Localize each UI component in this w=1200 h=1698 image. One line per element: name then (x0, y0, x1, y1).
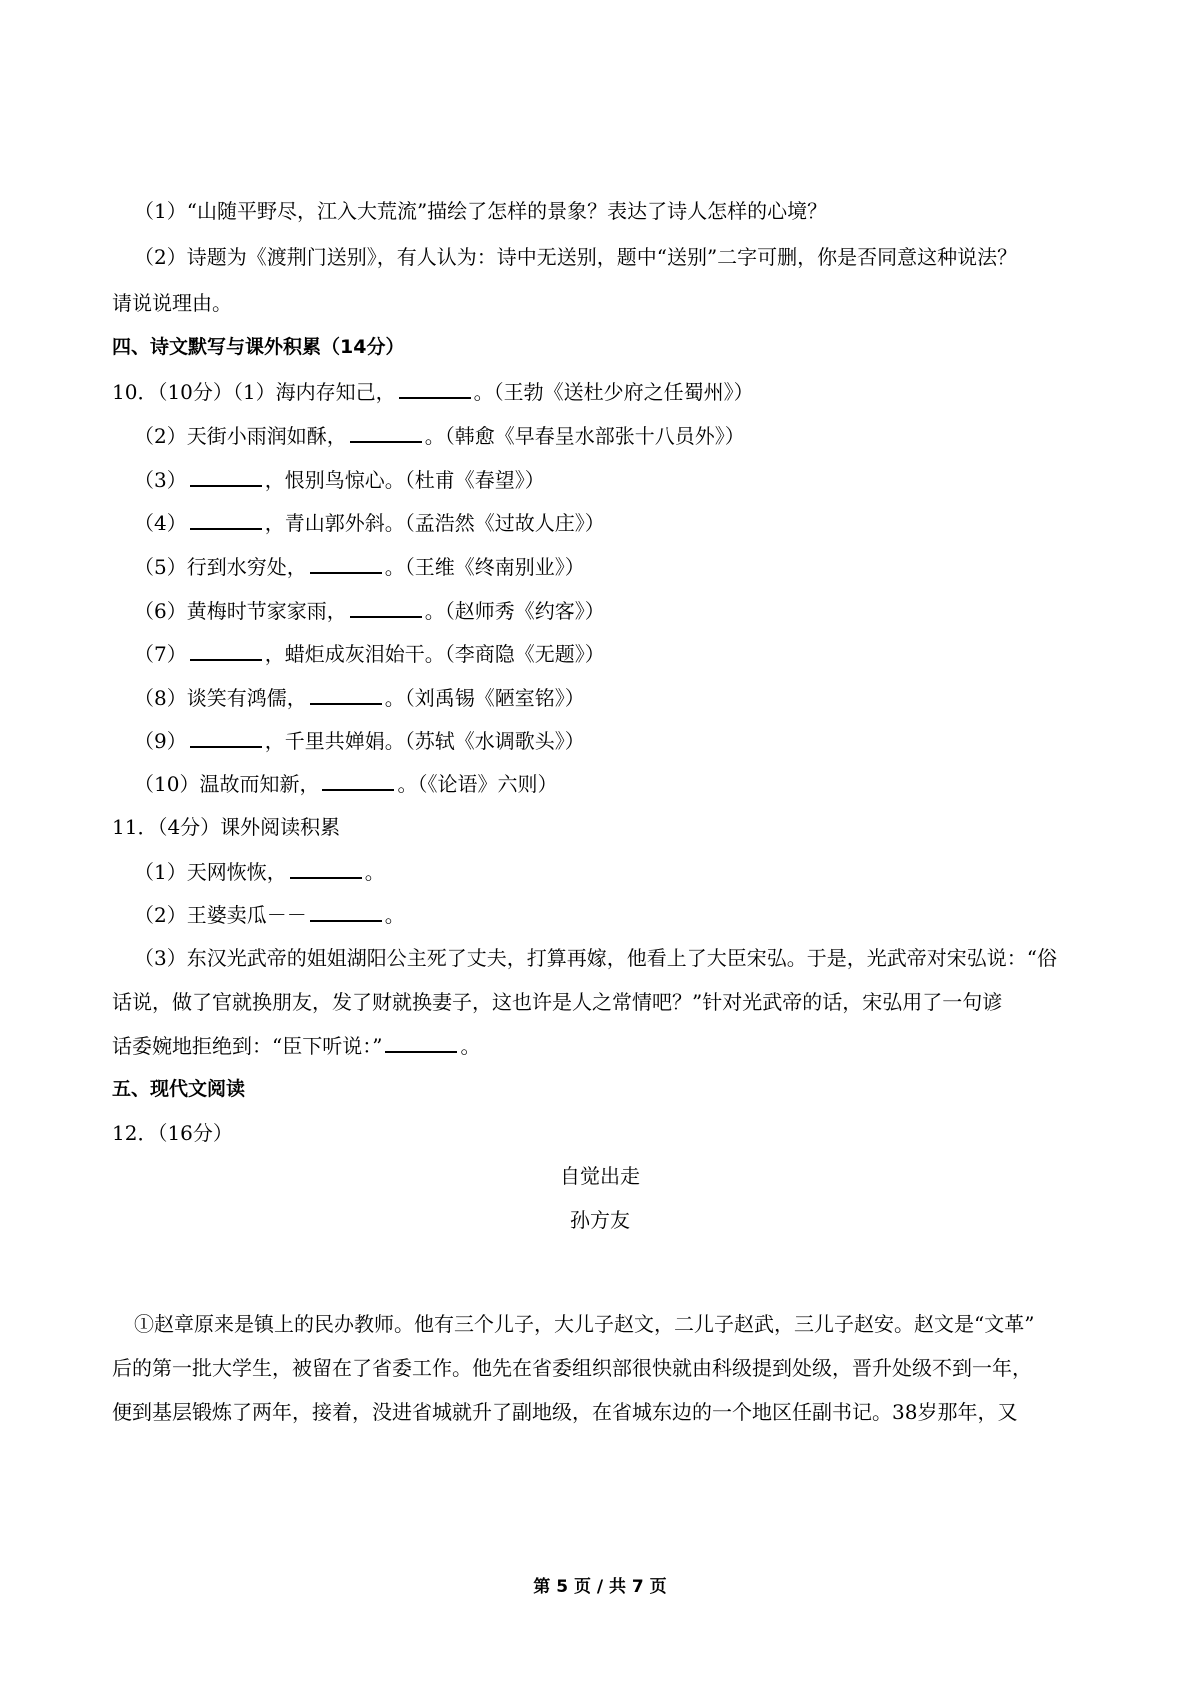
q10-item-8-post: 。（刘禹锡《陋室铭》） (384, 686, 585, 710)
article-title: 自觉出走 (560, 1164, 640, 1188)
q10-item-9-post: ，千里共婵娟。（苏轼《水调歌头》） (264, 729, 585, 753)
q9-sub2-line2: 请说说理由。 (112, 291, 232, 315)
q10-item-10-pre: （10）温故而知新， (134, 772, 320, 796)
answer-blank[interactable] (350, 421, 422, 443)
answer-blank[interactable] (190, 726, 262, 748)
q10-item-5-pre: （5）行到水穷处， (134, 555, 307, 579)
q10-item-7 (134, 639, 605, 668)
q9-sub1: （1）“山随平野尽，江入大荒流”描绘了怎样的景象？表达了诗人怎样的心境？ (134, 199, 828, 223)
q11-sub3-line3 (112, 1031, 480, 1060)
q10-item-8-pre: （8）谈笑有鸿儒， (134, 686, 307, 710)
q11-sub3-line3-pre: 话委婉地拒绝到：“臣下听说：” (112, 1034, 383, 1058)
q12-title: 12．（16分） (112, 1121, 233, 1145)
q10-item-7-post: ，蜡炬成灰泪始干。（李商隐《无题》） (264, 642, 605, 666)
q10-item-9 (134, 726, 585, 755)
q10-item-2-pre: （2）天街小雨润如酥， (134, 424, 347, 448)
q10-item-3-pre: （3） (134, 468, 187, 492)
q11-sub3-line2: 话说，做了官就换朋友，发了财就换妻子，这也许是人之常情吧？”针对光武帝的话，宋弘用了一句谚 (112, 990, 1003, 1014)
section-4-heading: 四、诗文默写与课外积累（14分） (112, 336, 405, 358)
answer-blank[interactable] (322, 769, 394, 791)
q11-sub1-pre: （1）天网恢恢， (134, 860, 287, 884)
q10-item-3-post: ，恨别鸟惊心。（杜甫《春望》） (264, 468, 545, 492)
section-5-heading: 五、现代文阅读 (112, 1078, 246, 1100)
article-para1-line2: 后的第一批大学生，被留在了省委工作。他先在省委组织部很快就由科级提到处级，晋升处级不到一年， (112, 1356, 1032, 1380)
q11-sub1 (134, 857, 385, 886)
q11-sub2-pre: （2）王婆卖瓜－－ (134, 903, 307, 927)
article-author: 孙方友 (570, 1208, 630, 1232)
answer-blank[interactable] (310, 552, 382, 574)
q10-item-5-post: 。（王维《终南别业》） (384, 555, 585, 579)
q10-item-10-post: 。（《论语》六则） (397, 772, 558, 796)
q10-item-4-post: ，青山郭外斜。（孟浩然《过故人庄》） (264, 511, 605, 535)
q11-sub3-line1: （3）东汉光武帝的姐姐湖阳公主死了丈夫，打算再嫁，他看上了大臣宋弘。于是，光武帝对宋弘说：“俗 (134, 946, 1057, 970)
q10-item-6-post: 。（赵师秀《约客》） (424, 599, 605, 623)
answer-blank[interactable] (310, 683, 382, 705)
article-para1-line3: 便到基层锻炼了两年，接着，没进省城就升了副地级，在省城东边的一个地区任副书记。38岁那年，又 (112, 1400, 1018, 1424)
answer-blank[interactable] (310, 900, 382, 922)
q11-sub1-post: 。 (364, 860, 385, 884)
q10-item-2 (134, 421, 745, 450)
q9-sub2-line1: （2）诗题为《渡荆门送别》，有人认为：诗中无送别，题中“送别”二字可删，你是否同意这种说法？ (134, 245, 1018, 269)
answer-blank[interactable] (290, 857, 362, 879)
article-para1-line1: ①赵章原来是镇上的民办教师。他有三个儿子，大儿子赵文，二儿子赵武，三儿子赵安。赵文是“文革” (134, 1312, 1035, 1336)
q10-item-1-post: 。（王勃《送杜少府之任蜀州》） (473, 380, 754, 404)
q11-sub2-post: 。 (384, 903, 405, 927)
q10-item-6-pre: （6）黄梅时节家家雨， (134, 599, 347, 623)
q10-item-7-pre: （7） (134, 642, 187, 666)
q10-item-6 (134, 596, 605, 625)
q10-item-5 (134, 552, 585, 581)
q11-sub2 (134, 900, 405, 929)
answer-blank[interactable] (385, 1031, 457, 1053)
q11-sub3-line3-post: 。 (460, 1034, 481, 1058)
answer-blank[interactable] (350, 596, 422, 618)
answer-blank[interactable] (399, 377, 471, 399)
page-number: 第 5 页 / 共 7 页 (533, 1577, 667, 1597)
q10-item-4 (134, 508, 605, 537)
q11-title: 11．（4分）课外阅读积累 (112, 815, 341, 839)
q10-item-10 (134, 769, 557, 798)
q10-item-2-post: 。（韩愈《早春呈水部张十八员外》） (424, 424, 745, 448)
answer-blank[interactable] (190, 508, 262, 530)
q10-item-1-pre: 10．（10分）（1）海内存知己， (112, 380, 396, 404)
q10-item-4-pre: （4） (134, 511, 187, 535)
answer-blank[interactable] (190, 465, 262, 487)
q10-item-3 (134, 465, 545, 494)
q10-item-1 (112, 377, 754, 406)
answer-blank[interactable] (190, 639, 262, 661)
q10-item-8 (134, 683, 585, 712)
q10-item-9-pre: （9） (134, 729, 187, 753)
